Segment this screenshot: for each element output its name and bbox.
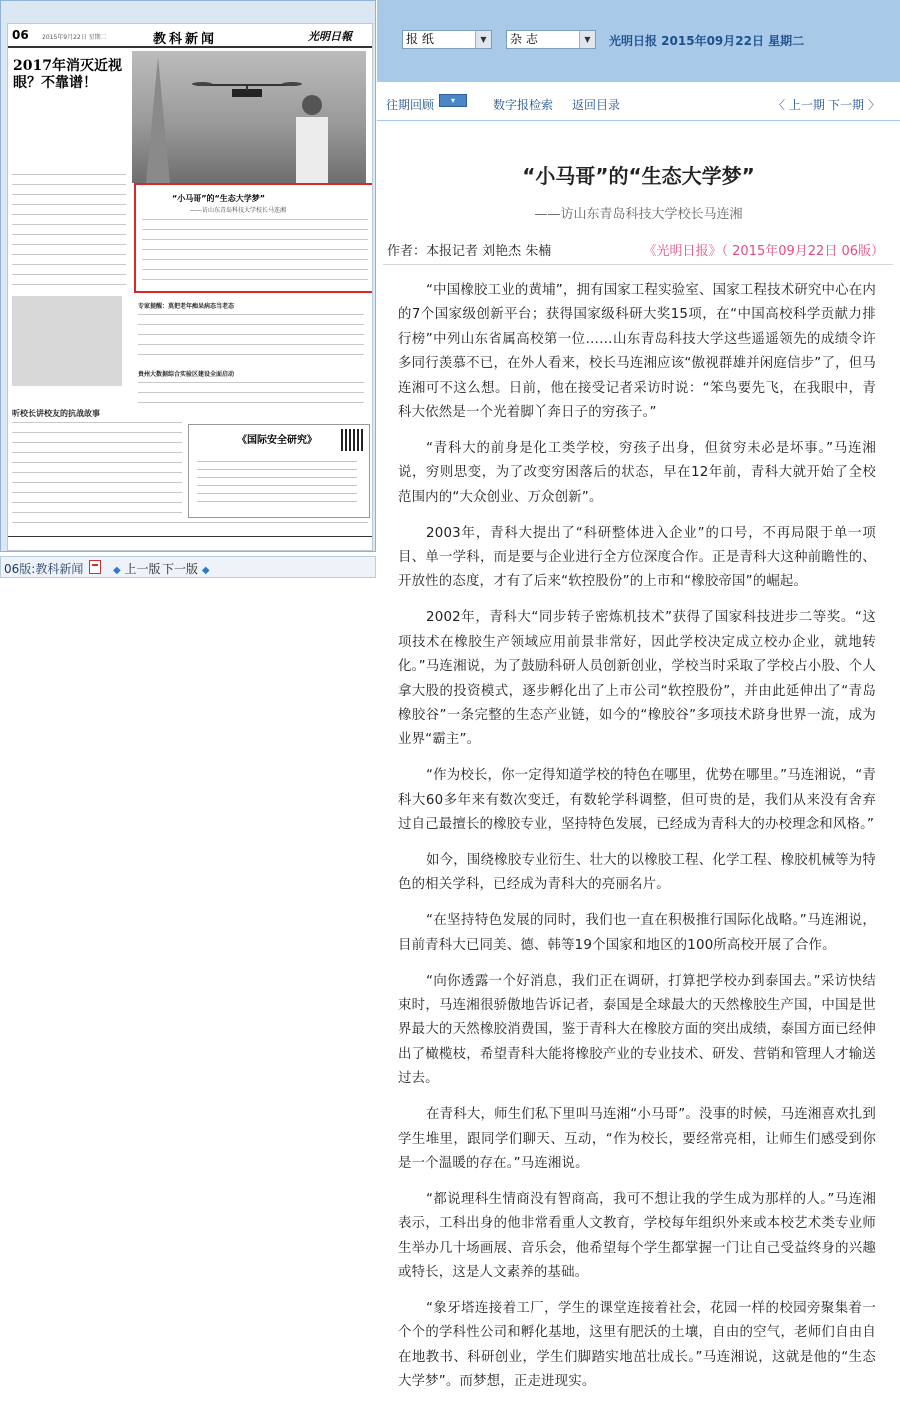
thumbnail-story[interactable]: 专家提醒：莫把老年痴呆病态当老态 bbox=[138, 303, 235, 310]
highlighted-article-region[interactable] bbox=[134, 183, 373, 293]
pdf-icon[interactable] bbox=[89, 560, 101, 574]
prev-page-link[interactable]: ◆ 上一版 bbox=[113, 562, 161, 576]
highlighted-article-subtitle: ——访山东青岛科技大学校长马连湘 bbox=[190, 207, 287, 214]
newspaper-select[interactable]: 报 纸 ▼ bbox=[402, 30, 492, 49]
article-paragraph: “象牙塔连接着工厂，学生的课堂连接着社会，花园一样的校园旁聚集着一个个的学科性公司和孵化基地，这里有肥沃的土壤，自由的空气，老师们自由自在地教书、科研创业，学生们脚踏实地茁壮成长。”马连湘说，这就是他的“生态大学梦”。而梦想，正走进现实。 bbox=[398, 1301, 876, 1390]
tower-image bbox=[146, 57, 170, 183]
thumbnail-story[interactable]: 听校长讲校友的抗战故事 bbox=[12, 409, 100, 418]
newspaper-logo: 光明日報 bbox=[308, 30, 352, 43]
search-link[interactable]: 数字报检索 bbox=[493, 98, 554, 112]
page-header bbox=[8, 24, 372, 48]
page-footer-rule bbox=[8, 536, 372, 537]
person-image bbox=[282, 91, 342, 183]
article-subtitle: ——访山东青岛科技大学校长马连湘 bbox=[534, 207, 743, 222]
issue-date-label: 光明日报 2015年09月22日 星期二 bbox=[609, 34, 805, 48]
newspaper-page-thumbnail[interactable] bbox=[7, 23, 373, 551]
article-paragraph: 在青科大，师生们私下里叫马连湘“小马哥”。没事的时候，马连湘喜欢扎到学生堆里，跟同学们聊天、互动，“作为校长，要经常亮相，让师生们感受到你是一个温暖的存在。”马连湘说。 bbox=[398, 1107, 876, 1171]
divider bbox=[383, 264, 893, 265]
article-paragraph: “青科大的前身是化工类学校，穷孩子出身，但贫穷未必是坏事。”马连湘说，穷则思变，为了改变穷困落后的状态，早在12年前，青科大就开始了全校范围内的“大众创业、万众创新”。 bbox=[398, 440, 876, 505]
article-paragraph: 如今，围绕橡胶专业衍生、壮大的以橡胶工程、化学工程、橡胶机械等为特色的相关学科，已经成为青科大的亮丽名片。 bbox=[398, 853, 876, 893]
journal-ad-title: 《国际安全研究》 bbox=[237, 435, 317, 446]
chevron-down-icon: ▼ bbox=[579, 31, 595, 48]
article-paragraph: “都说理科生情商没有智商高，我可不想让我的学生成为那样的人。”马连湘表示，工科出身的他非常看重人文教育，学校每年组织外来或本校艺术类专业师生举办几十场画展、音乐会，他希望每个学生都掌握一门让自己受益终身的兴趣或特长，这是人文素养的基础。 bbox=[398, 1191, 876, 1281]
article-source[interactable]: 《光明日报》（ 2015年09月22日 06版） bbox=[643, 244, 884, 259]
current-page-label: 06版:教科新闻 bbox=[4, 562, 84, 576]
article-paragraph: “作为校长，你一定得知道学校的特色在哪里，优势在哪里。”马连湘说，“青科大60多年来有数次变迁，有数轮学科调整，但可贵的是，我们从来没有舍弃过自己最擅长的橡胶专业，坚持特色发展，已经成为青科大的办校理念和风格。” bbox=[398, 768, 876, 833]
archive-link[interactable]: 往期回顾 bbox=[386, 98, 435, 112]
article-paragraph: 2003年，青科大提出了“科研整体进入企业”的口号，不再局限于单一项目、单一学科，而是要与企业进行全方位深度合作。正是青科大这种前瞻性的、开放性的态度，才有了后来“软控股份”的上市和“橡胶帝国”的崛起。 bbox=[398, 525, 876, 590]
page-date: 2015年9月22日 星期二 bbox=[42, 34, 107, 41]
highlighted-article-title: “小马哥”的“生态大学梦” bbox=[172, 194, 266, 203]
right-arrow-icon: ◆ bbox=[201, 565, 210, 576]
news-photo bbox=[132, 51, 366, 183]
article-body bbox=[398, 279, 876, 1406]
page-section-title: 教科新闻 bbox=[153, 32, 218, 47]
calendar-dropdown-icon[interactable]: ▾ bbox=[439, 94, 467, 107]
side-image bbox=[12, 296, 122, 386]
chevron-down-icon: ▼ bbox=[475, 31, 491, 48]
left-arrow-icon: ◆ bbox=[113, 565, 121, 576]
next-page-link[interactable]: 下一版 ◆ bbox=[162, 562, 210, 576]
article-paragraph: “在坚持特色发展的同时，我们也一直在积极推行国际化战略。”马连湘说，目前青科大已同美、德、韩等19个国家和地区的100所高校开展了合作。 bbox=[398, 913, 876, 953]
nav-bar bbox=[377, 84, 900, 121]
qr-code-icon bbox=[341, 429, 363, 451]
article-paragraph: 2002年，青科大“同步转子密炼机技术”获得了国家科技进步二等奖。“这项技术在橡胶生产领域应用前景非常好，因此学校决定成立校办企业，就地转化。”马连湘说，为了鼓励科研人员创新创业，学校当时采取了学校占小股、个人拿大股的投资模式，逐步孵化出了上市公司“软控股份”，并由此延伸出了“青岛橡胶谷”一条完整的生态产业链，如今的“橡胶谷”多项技术跻身世界一流，成为业界“霸主”。 bbox=[398, 610, 876, 748]
article-paragraph: “向你透露一个好消息，我们正在调研，打算把学校办到泰国去。”采访快结束时，马连湘很骄傲地告诉记者，泰国是全球最大的天然橡胶生产国，中国是世界最大的天然橡胶消费国，鉴于青科大在橡胶方面的突出成绩，泰国方面已经伸出了橄榄枝，希望青科大能将橡胶产业的专业技术、研发、营销和管理人才输送过去。 bbox=[398, 973, 876, 1087]
thumbnail-headline[interactable]: 2017年消灭近视眼？不靠谱！ bbox=[13, 58, 122, 91]
thumbnail-story[interactable]: 贵州大数据综合实验区建设全面启动 bbox=[138, 371, 235, 378]
prev-issue-link[interactable]: 〈 上一期 bbox=[773, 98, 825, 112]
page-number: 06 bbox=[12, 28, 29, 42]
journal-ad[interactable] bbox=[188, 424, 370, 518]
top-bar bbox=[377, 0, 900, 82]
magazine-select[interactable]: 杂 志 ▼ bbox=[506, 30, 596, 49]
page-navigation-bar bbox=[0, 556, 376, 578]
next-issue-link[interactable]: 下一期 〉 bbox=[828, 98, 880, 112]
back-to-contents-link[interactable]: 返回目录 bbox=[572, 98, 621, 112]
article-byline: 作者：本报记者 刘艳杰 朱楠 bbox=[387, 244, 552, 259]
article-paragraph: “中国橡胶工业的黄埔”，拥有国家工程实验室、国家工程技术研究中心在内的7个国家级创新平台；获得国家级科研大奖15项，在“中国高校科学贡献力排行榜”中列山东省属高校第一位……山东青岛科技大学这些遥遥领先的成绩令许多同行羡慕不已，在外人看来，校长马连湘应该“傲视群雄并闲庭信步”了，但马连湘可不这么想。日前，他在接受记者采访时说：“笨鸟要先飞，在我眼中，青科大依然是一个光着脚丫奔日子的穷孩子。” bbox=[398, 283, 876, 421]
article-title: “小马哥”的“生态大学梦” bbox=[522, 164, 755, 188]
newspaper-page-panel bbox=[0, 0, 376, 552]
